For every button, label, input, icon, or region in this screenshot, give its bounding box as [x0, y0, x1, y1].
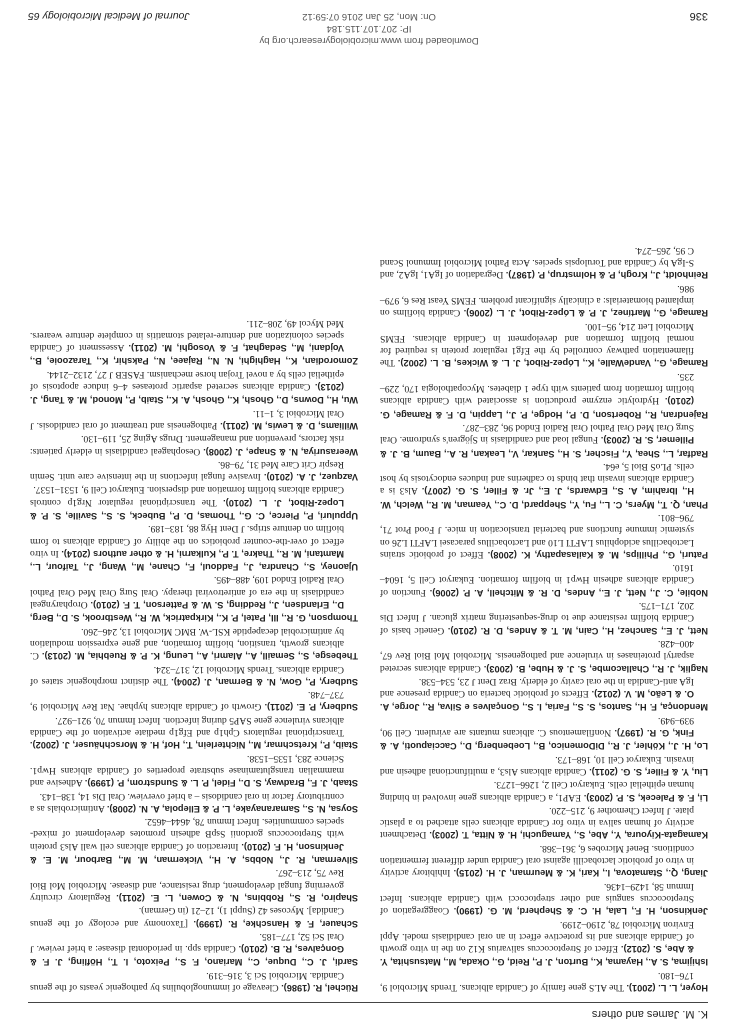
reference-citation: Adhesive and mammalian transglutaminase substrate properties of Candida albicans Hwp1. Science 283, 1535–1538. [30, 752, 344, 789]
reference-entry [380, 421, 708, 460]
reference-entry [380, 752, 708, 778]
reference-entry [380, 917, 708, 968]
reference-authors: Phan, Q. T., Myers, C. L., Fu, Y., Sheppard, D. C., Yeaman, M. R., Welch, W. H., Ibrahim, A. S., Edwards, J. E., Jr. & Filler, S. G. (2007). [380, 486, 708, 510]
reference-citation: Detachment activity of human saliva in vitro for Candida albicans cells attached to a plastic plate. J Infect Chemother 9, 215–220. [380, 804, 694, 841]
running-header [28, 1006, 708, 1020]
reference-citation: Coaggregation of Streptococcus sanguis and other streptococci with Candida albicans. Infect Immun 58, 1429–1436. [380, 880, 694, 917]
reference-citation: Oesophageal candidiasis in elderly patients: risk factors, prevention and management. Drugs Aging 25, 119–130. [30, 433, 344, 457]
reference-citation: Candida albicans secreted aspartyl proteinases in virulence and pathogenesis. Microbiol Mol Biol Rev 67, 400–428. [380, 637, 694, 674]
reference-citation: Candida albicans secreted aspartic proteases 4–6 induce apoptosis of epithelial cells by a novel Trojan horse mechanism. FASEB J 27, 2132–2144. [30, 368, 344, 393]
reference-citation: Cleavage of immunoglobulins by pathogenic yeasts of the genus Candida. Microbiol Sci 3, 316–319. [30, 969, 344, 993]
reference-entry [30, 406, 358, 432]
reference-entry [30, 751, 358, 789]
reference-entry [380, 319, 708, 369]
reference-authors: Williams, D. & Lewis, M. (2011). [220, 420, 358, 431]
reference-entry [380, 460, 708, 511]
reference-authors: Ishijima, S. A., Hayama, K., Burton, J. P., Reid, G., Okada, M., Matsushita, Y. & Abe, S. (2012). [380, 944, 708, 968]
reference-entry [380, 369, 708, 420]
reference-authors: Lo, H. J., Köhler, J. R., DiDomenico, B., Loebenberg, D., Cacciapuoti, A. & Fink, G. R. (1997). [380, 728, 708, 752]
reference-column-left [380, 243, 708, 994]
reference-citation: In vitro effect of over-the-counter probiotics on the ability of Candida albicans to form biofilm on denture strips. J Dent Hyg 88, 183–189. [30, 523, 344, 559]
reference-entry [30, 483, 358, 522]
reference-entry [30, 432, 358, 458]
page-number: 336 [689, 10, 708, 22]
download-ip: IP: 207.107.115.184 [326, 23, 412, 34]
reference-column-right [30, 316, 358, 994]
reference-citation: Effects of probiotic bacteria on Candida presence and IgA anti-Candida in the oral cavity of elderly. Braz Dent J 23, 534–538. [380, 675, 694, 700]
reference-citation: The distinct morphogenic states of Candida albicans. Trends Microbiol 12, 317–324. [30, 663, 344, 687]
reference-entry [30, 316, 358, 367]
reference-entry [30, 904, 358, 930]
reference-citation: Effect of probiotic strains Lactobacillus acidophilus LAFTI L10 and Lactobacillus paracasei LAFTI L26 on systemic immune functions and bacterial translocation in mice. J Food Prot 71, 796–801. [379, 512, 694, 560]
reference-citation: Degradation of IgA1, IgA2, and S-IgA by Candida and Torulopsis species. Acta Pathol Microbiol Immunol Scand C 95, 265–274. [380, 244, 694, 281]
reference-citation: Pathogenesis and treatment of oral candidosis. J Oral Microbiol 3, 1–11. [29, 407, 344, 431]
reference-authors: Soysa, N. S., Samaranayake, L. P. & Ellepola, A. N. (2008). [106, 803, 358, 814]
reference-citation: Candida biofilms on implanted biomaterials: a clinically significant problem. FEMS Yeast Res 6, 979–986. [380, 282, 694, 319]
reference-citation: Function of Candida albicans adhesin Hwp1 in biofilm formation. Eukaryot Cell 5, 1604–1610. [379, 562, 694, 598]
reference-citation: Antimicrobials as a contributory factor in oral candidosis – a brief overview. Oral Dis 14, 138–143. [30, 790, 344, 814]
reference-entry [380, 243, 708, 281]
reference-authors: Paturi, G., Phillips, M. & Kailasapathy, K. (2008). [487, 549, 708, 560]
header-rule [28, 1002, 708, 1003]
reference-entry [30, 367, 358, 406]
download-date: On: Mon, 25 Jan 2016 07:59:12 [302, 11, 436, 22]
reference-citation: Growth of Candida albicans hyphae. Nat Rev Microbiol 9, 737–748. [30, 689, 344, 713]
reference-entry [380, 561, 708, 599]
reference-citation: Als3 is a Candida albicans invasin that binds to cadherins and induces endocytosis by host cells. PLoS Biol 5, e64. [380, 460, 694, 497]
reference-citation: Candida spp. in periodontal disease: a brief review. J Oral Sci 52, 177–185. [30, 930, 344, 955]
reference-entry [30, 968, 358, 994]
reference-entry [380, 675, 708, 714]
reference-authors: Reinholdt, J., Krogh, P. & Holmstrup, P. (1987). [505, 270, 708, 281]
reference-citation: Assessment of Candida species colonization and denture-related stomatitis in complete denture wearers. Med Mycol 49, 208–211. [30, 317, 344, 354]
reference-entry [380, 713, 708, 752]
reference-authors: Li, F. & Palecek, S. P. (2003). [583, 792, 708, 803]
reference-citation: Hydrolytic enzyme production is associated with Candida albicans biofilm formation from patients with type 1 diabetes. Mycopathologia 170, 229–235. [380, 370, 694, 407]
reference-citation: Invasive fungal infections in the intensive care unit. Semin Respir Crit Care Med 31, 79–86. [30, 458, 344, 483]
reference-citation: The transcriptional regulator Nrg1p controls Candida albicans biofilm formation and dispersion. Eukaryot Cell 9, 1531–1537. [30, 484, 344, 508]
reference-authors: Thebesge, S., Semaill, A., Alamri, A., Leung, K. P. & Ruebhia, M. (2013). [41, 651, 358, 662]
reference-authors: Thompson, G. R., III, Patel, P. K., Kirkpatrick, W. R., Westbrook, S. D., Berg, D., Erlandsen, J., Redding, S. W. & Patterson, T. F. (2010). [30, 600, 358, 624]
reference-entry [380, 511, 708, 561]
reference-entry [30, 458, 358, 484]
reference-authors: Zomorodian, K., Haghighi, N. N., Rajaee, N., Pakshir, K., Tarazooie, B., Vojdani, M., Sedaghat, F. & Vosoghi, M. (2011). [30, 343, 358, 367]
reference-authors: Schauer, F. & Hanschke, R. (1999). [193, 918, 358, 929]
reference-entry [30, 688, 358, 714]
reference-entry [30, 866, 358, 904]
reference-authors: Mendonça, F. H., Santos, S. S., Faria, I. S., Gonçalves e Silva, R., Jorge, A. O. & Leão, M. V. (2012). [380, 689, 708, 713]
reference-entry [380, 968, 708, 994]
reference-authors: Shapiro, R. S., Robbins, N. & Cowen, L. E. (2011). [116, 892, 358, 903]
reference-citation: Nonfilamentous C. albicans mutants are avirulent. Cell 90, 939–949. [380, 714, 694, 739]
reference-authors: Sardi, J. C., Duque, C., Mariano, F. S., Peixoto, I. T., Höfling, J. F. & Gonçalves, R. B. (2010). [30, 944, 358, 968]
reference-citation: Oropharyngeal candidiasis in the era of antiretroviral therapy. Oral Surg Oral Med Oral Pathol Oral Radiol Endod 109, 488–495. [30, 574, 344, 611]
reference-citation: Regulatory circuitry governing fungal development, drug resistance, and disease. Microbiol Mol Biol Rev 75, 213–267. [30, 867, 344, 903]
reference-entry [30, 815, 358, 866]
running-header-authors: K. M. James and others [591, 1008, 708, 1020]
reference-authors: Sudbery, P. E. (2011). [264, 702, 358, 713]
reference-entry [30, 573, 358, 624]
reference-entry [380, 599, 708, 637]
reference-citation: Genetic basis of Candida biofilm resistance due to drug-sequestering matrix glucan. J Infect Dis 202, 171–175. [380, 600, 694, 636]
reference-authors: Wu, H., Downs, D., Ghosh, K., Ghosh, A. K., Staib, P., Monod, M. & Tang, J. (2013). [30, 382, 358, 406]
reference-authors: Nett, J. E., Sanchez, H., Cain, M. T. & Andes, D. R. (2010). [447, 625, 708, 636]
reference-authors: Ujaoney, S., Chandra, J., Faddoul, F., Chane, M., Wang, J., Taifour, L., Mamtani, M. R., Thakre, T. P., Kulkarni, H. & other authors (2014). [30, 548, 358, 573]
reference-authors: Silverman, R. J., Nobbs, A. H., Vickerman, M. M., Barbour, M. E. & Jenkinson, H. F. (2010). [30, 841, 358, 866]
reference-authors: Weerasuriya, N. & Snape, J. (2008). [203, 446, 358, 457]
reference-citation: The ALS gene family of Candida albicans. Trends Microbiol 9, 176–180. [379, 969, 694, 993]
reference-authors: Naglik, J. R., Challacombe, S. J. & Hube, B. (2003). [483, 663, 708, 674]
reference-entry [30, 713, 358, 751]
journal-footer: Journal of Medical Microbiology 65 [28, 10, 190, 22]
reference-citation: Transcriptional regulators Cph1p and Efg1p mediate activation of the Candida albicans virulence gene SAP5 during infection. Infect Immun 70, 921–927. [30, 714, 344, 739]
reference-authors: Radfar, L., Shea, Y., Fischer, S. H., Sankar, V., Leakan, R. A., Baum, B. J. & Pillemer, S. R. (2003). [380, 435, 708, 459]
reference-authors: Staib, P., Kretschmar, M., Nichterlein, T., Hof, H. & Morschhäuser, J. (2002). [30, 740, 358, 751]
reference-authors: Jiang, Q., Stamatova, I., Kari, K. & Meurman, J. H. (2015). [453, 868, 708, 879]
download-source: Downloaded from www.microbiologyresearch.org by [259, 35, 479, 46]
reference-authors: Vazquez, J. A. (2010). [263, 472, 358, 483]
reference-citation: Inhibitory activity in vitro of probiotic lactobacilli against oral Candida under different fermentation conditions. Benef Microbes 6, 361–368. [380, 842, 694, 879]
reference-citation: EAP1, a Candida albicans gene involved in binding human epithelial cells. Eukaryot Cell 2, 1266–1273. [380, 779, 694, 803]
reference-citation: C. albicans growth, transition, biofilm formation, and gene expression modulation by antimicrobial decapeptide KSL-W. BMC Microbiol 13, 246–260. [30, 625, 344, 662]
reference-entry [30, 930, 358, 969]
reference-entry [30, 522, 358, 573]
reference-citation: Effect of Streptococcus salivarius K12 on the in vitro growth of Candida albicans and its protective effect in an oral candidiasis model. Appl Environ Microbiol 78, 2190–2199. [379, 918, 694, 955]
reference-authors: Rajendran, R., Robertson, D. P., Hodge, P. J., Lappin, D. F. & Ramage, G. (2010). [380, 396, 708, 420]
reference-authors: Ramage, G., VandeWalle, K., López-Ribot, J. L. & Wickes, B. L. (2002). [397, 358, 708, 369]
reference-citation: Candida albicans Als3, a multifunctional adhesin and invasin. Eukaryot Cell 10, 168–173. [380, 753, 694, 777]
reference-entry [380, 281, 708, 319]
reference-entry [380, 841, 708, 879]
reference-entry [30, 624, 358, 662]
reference-authors: Liu, Y. & Filler, S. G. (2011). [589, 766, 708, 777]
reference-citation: The filamentation pathway controlled by the Efg1 regulator protein is required for normal biofilm formation and development in Candida albicans. FEMS Microbiol Lett 214, 95–100. [379, 320, 694, 369]
reference-entry [30, 789, 358, 815]
reference-authors: Jenkinson, H. F., Lala, H. C. & Shepherd, M. G. (1990). [453, 906, 708, 917]
reference-citation: Fungal load and candidiasis in Sjögren's syndrome. Oral Surg Oral Med Oral Pathol Oral Radiol Endod 96, 283–287. [379, 421, 694, 446]
reference-authors: Sudbery, P., Gow, N. & Berman, J. (2004). [171, 676, 358, 687]
reference-authors: Nobile, C. J., Nett, J. E., Andes, D. R. & Mitchell, A. P. (2006). [429, 587, 708, 598]
reference-entry [380, 804, 708, 842]
reference-citation: [Taxonomy and ecology of the genus Candida]. Mycoses 42 (Suppl 1), 12–21 (in German). [29, 905, 344, 929]
reference-authors: Kamagata-Kiyoura, Y., Abe, S., Yamaguchi, H. & Nitta, T. (2003). [429, 830, 708, 841]
reference-entry [30, 662, 358, 688]
reference-entry [380, 879, 708, 917]
reference-entry [380, 637, 708, 675]
reference-authors: Staab, J. F., Bradway, S. D., Fidel, P. L. & Sundstrom, P. (1999). [84, 778, 358, 789]
reference-authors: Uppuluri, P., Pierce, C. G., Thomas, D. P., Bubeck, S. S., Saville, S. P. & Lopez-Ribot, J. L. (2010). [30, 497, 358, 522]
reference-authors: Rüchel, R. (1986). [281, 983, 358, 993]
reference-authors: Ramage, G., Martínez, J. P. & López-Ribot, J. L. (2006). [463, 308, 708, 319]
reference-citation: Interaction of Candida albicans cell wall Als3 protein with Streptococcus gordonii SspB adhesin promotes development of mixed-species communities. Infect Immun 78, 4644–4652. [30, 816, 344, 852]
reference-authors: Hoyer, L. L. (2001). [626, 983, 708, 993]
reference-entry [380, 778, 708, 804]
